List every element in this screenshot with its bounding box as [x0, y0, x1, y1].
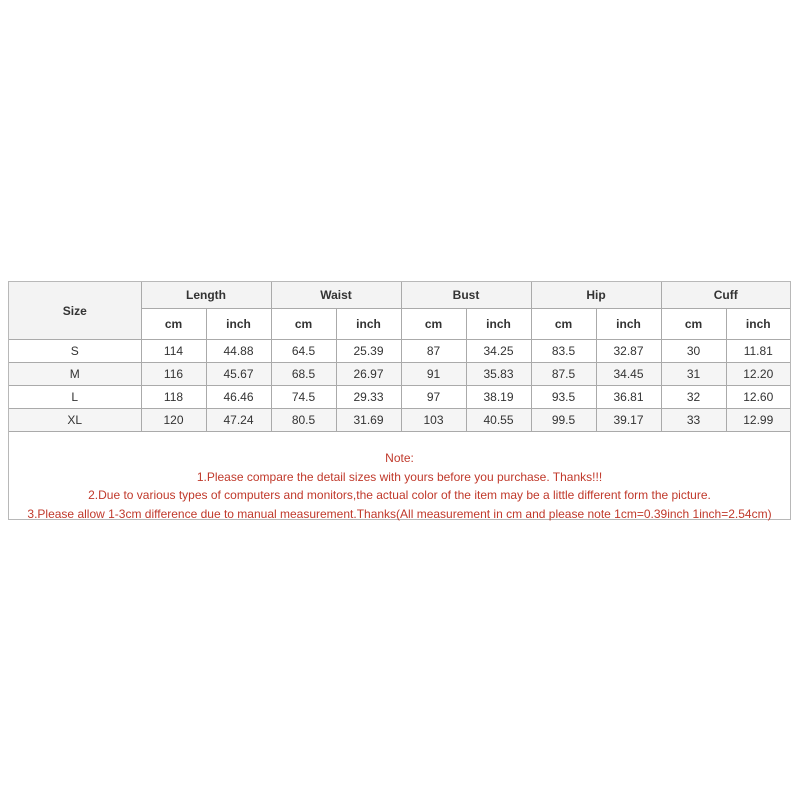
table-cell: 34.45 [596, 363, 661, 386]
table-cell: 39.17 [596, 409, 661, 432]
table-cell: 33 [661, 409, 726, 432]
size-cell: S [9, 340, 141, 363]
note-block [9, 449, 790, 523]
table-cell: 12.60 [726, 386, 790, 409]
table-cell: 12.99 [726, 409, 790, 432]
table-cell: 31.69 [336, 409, 401, 432]
bust-header: Bust [401, 282, 531, 309]
table-cell: 36.81 [596, 386, 661, 409]
table-cell: 44.88 [206, 340, 271, 363]
table-cell: 68.5 [271, 363, 336, 386]
size-header: Size [9, 282, 141, 340]
table-row [9, 409, 790, 432]
note-title: Note: [385, 451, 414, 465]
table-cell: 35.83 [466, 363, 531, 386]
size-cell: L [9, 386, 141, 409]
note-line: 2.Due to various types of computers and monitors,the actual color of the item may be a little different form the picture. [88, 488, 711, 502]
table-cell: 64.5 [271, 340, 336, 363]
table-cell: 34.25 [466, 340, 531, 363]
unit-header-cm: cm [141, 309, 206, 340]
unit-header-cm: cm [661, 309, 726, 340]
table-cell: 91 [401, 363, 466, 386]
table-cell: 40.55 [466, 409, 531, 432]
table-cell: 74.5 [271, 386, 336, 409]
table-cell: 80.5 [271, 409, 336, 432]
table-cell: 87.5 [531, 363, 596, 386]
table-cell: 118 [141, 386, 206, 409]
table-cell: 103 [401, 409, 466, 432]
table-row [9, 363, 790, 386]
unit-header-cm: cm [401, 309, 466, 340]
hip-header: Hip [531, 282, 661, 309]
note-line: 1.Please compare the detail sizes with yours before you purchase. Thanks!!! [196, 469, 603, 484]
table-cell: 45.67 [206, 363, 271, 386]
table-cell: 29.33 [336, 386, 401, 409]
table-cell: 11.81 [726, 340, 790, 363]
unit-header-cm: cm [271, 309, 336, 340]
table-cell: 31 [661, 363, 726, 386]
table-cell: 26.97 [336, 363, 401, 386]
table-cell: 114 [141, 340, 206, 363]
table-cell: 120 [141, 409, 206, 432]
unit-header-cm: cm [531, 309, 596, 340]
cuff-header: Cuff [661, 282, 790, 309]
waist-header: Waist [271, 282, 401, 309]
size-table [9, 282, 790, 432]
table-cell: 87 [401, 340, 466, 363]
table-cell: 99.5 [531, 409, 596, 432]
table-cell: 93.5 [531, 386, 596, 409]
table-cell: 46.46 [206, 386, 271, 409]
table-cell: 116 [141, 363, 206, 386]
table-cell: 32 [661, 386, 726, 409]
table-row [9, 340, 790, 363]
unit-header-inch: inch [336, 309, 401, 340]
unit-header-inch: inch [206, 309, 271, 340]
table-cell: 30 [661, 340, 726, 363]
table-row [9, 386, 790, 409]
unit-header-inch: inch [596, 309, 661, 340]
size-cell: XL [9, 409, 141, 432]
table-cell: 25.39 [336, 340, 401, 363]
table-cell: 38.19 [466, 386, 531, 409]
table-cell: 47.24 [206, 409, 271, 432]
size-cell: M [9, 363, 141, 386]
unit-header-inch: inch [726, 309, 790, 340]
length-header: Length [141, 282, 271, 309]
size-chart [8, 281, 791, 520]
note-line: 3.Please allow 1-3cm difference due to manual measurement.Thanks(All measurement in cm and please note 1cm=0.39inch 1inch=2.54cm) [27, 506, 772, 521]
table-cell: 12.20 [726, 363, 790, 386]
table-cell: 83.5 [531, 340, 596, 363]
table-cell: 97 [401, 386, 466, 409]
table-cell: 32.87 [596, 340, 661, 363]
unit-header-inch: inch [466, 309, 531, 340]
